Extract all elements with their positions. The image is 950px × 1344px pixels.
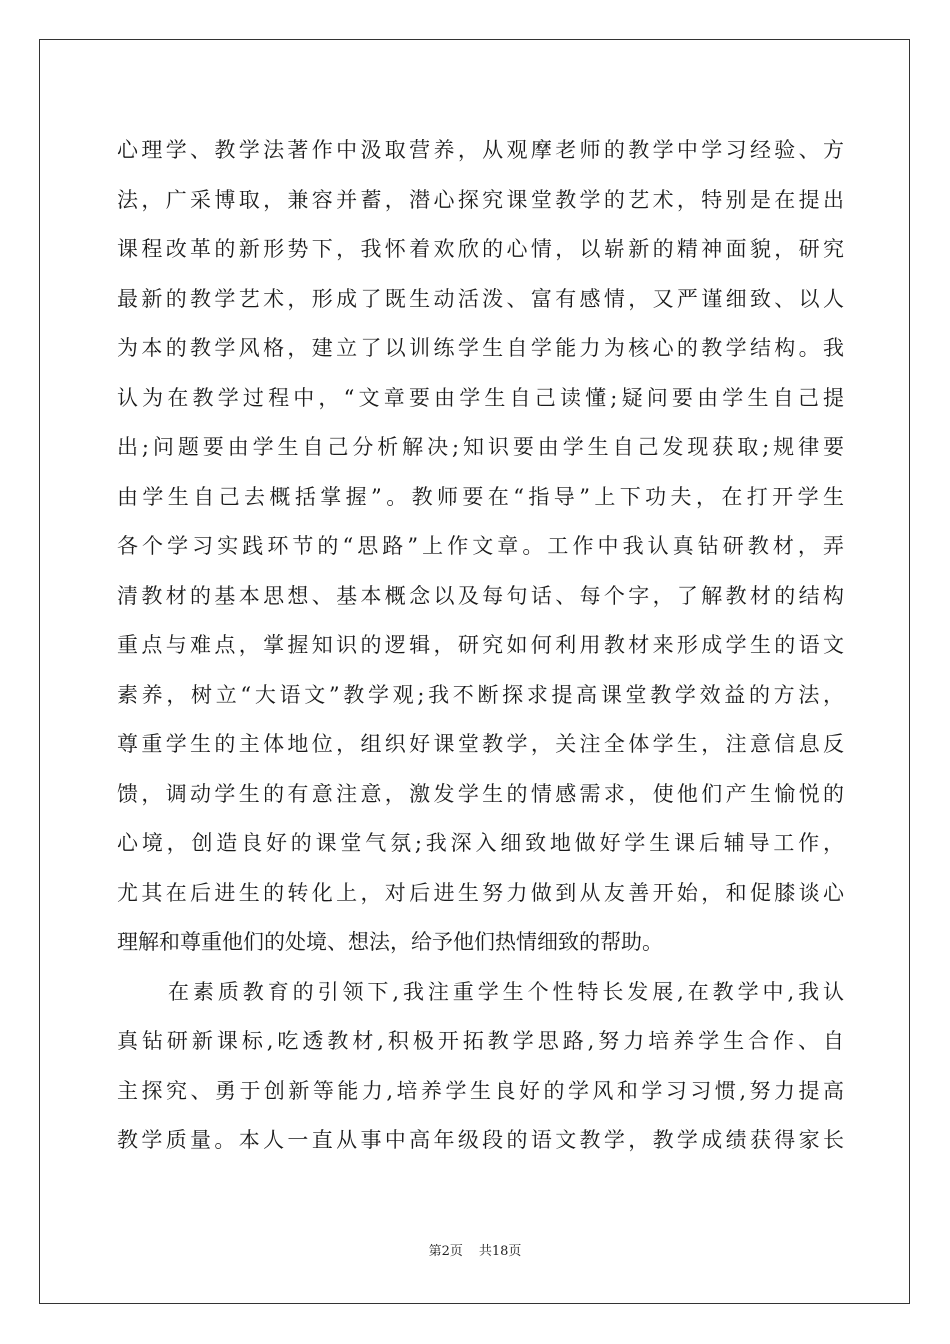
text-line: 为本的教学风格，建立了以训练学生自学能力为核心的教学结构。我 (117, 336, 844, 360)
text-line: 各个学习实践环节的“思路”上作文章。工作中我认真钻研教材，弄 (117, 534, 844, 558)
text-line: 素养，树立“大语文”教学观;我不断探求提高课堂教学效益的方法， (117, 682, 844, 707)
text-line: 理解和尊重他们的处境、想法，给予他们热情细致的帮助。 (117, 930, 663, 954)
text-line: 清教材的基本思想、基本概念以及每句话、每个字，了解教材的结构 (117, 583, 844, 608)
text-line: 认为在教学过程中，“文章要由学生自己读懂;疑问要由学生自己提 (117, 385, 844, 410)
text-line: 真钻研新课标,吃透教材,积极开拓教学思路,努力培养学生合作、自 (117, 1029, 844, 1053)
text-line: 心理学、教学法著作中汲取营养，从观摩老师的教学中学习经验、方 (117, 138, 844, 162)
text-line: 心境，创造良好的课堂气氛;我深入细致地做好学生课后辅导工作， (117, 831, 844, 855)
text-line: 重点与难点，掌握知识的逻辑，研究如何利用教材来形成学生的语文 (117, 633, 844, 657)
page-footer (0, 1240, 950, 1259)
text-line: 最新的教学艺术，形成了既生动活泼、富有感情，又严谨细致、以人 (117, 286, 844, 311)
page-total: 共18页 (478, 1244, 522, 1259)
text-line: 法，广采博取，兼容并蓄，潜心探究课堂教学的艺术，特别是在提出 (117, 187, 844, 212)
text-line: 尊重学生的主体地位，组织好课堂教学，关注全体学生，注意信息反 (117, 732, 844, 756)
text-line: 出;问题要由学生自己分析解决;知识要由学生自己发现获取;规律要 (117, 435, 844, 459)
text-line: 尤其在后进生的转化上，对后进生努力做到从友善开始，和促膝谈心 (117, 880, 844, 905)
text-line: 主探究、勇于创新等能力,培养学生良好的学风和学习习惯,努力提高 (117, 1078, 844, 1103)
text-line: 教学质量。本人一直从事中高年级段的语文教学，教学成绩获得家长 (117, 1128, 844, 1152)
document-body (117, 126, 844, 1166)
text-line: 馈，调动学生的有意注意，激发学生的情感需求，使他们产生愉悦的 (117, 781, 844, 806)
text-line: 课程改革的新形势下，我怀着欢欣的心情，以崭新的精神面貌，研究 (117, 237, 844, 261)
page-number: 第2页 (428, 1244, 463, 1259)
text-line: 在素质教育的引领下,我注重学生个性特长发展,在教学中,我认 (168, 979, 844, 1004)
text-line: 由学生自己去概括掌握”。教师要在“指导”上下功夫，在打开学生 (117, 484, 844, 509)
